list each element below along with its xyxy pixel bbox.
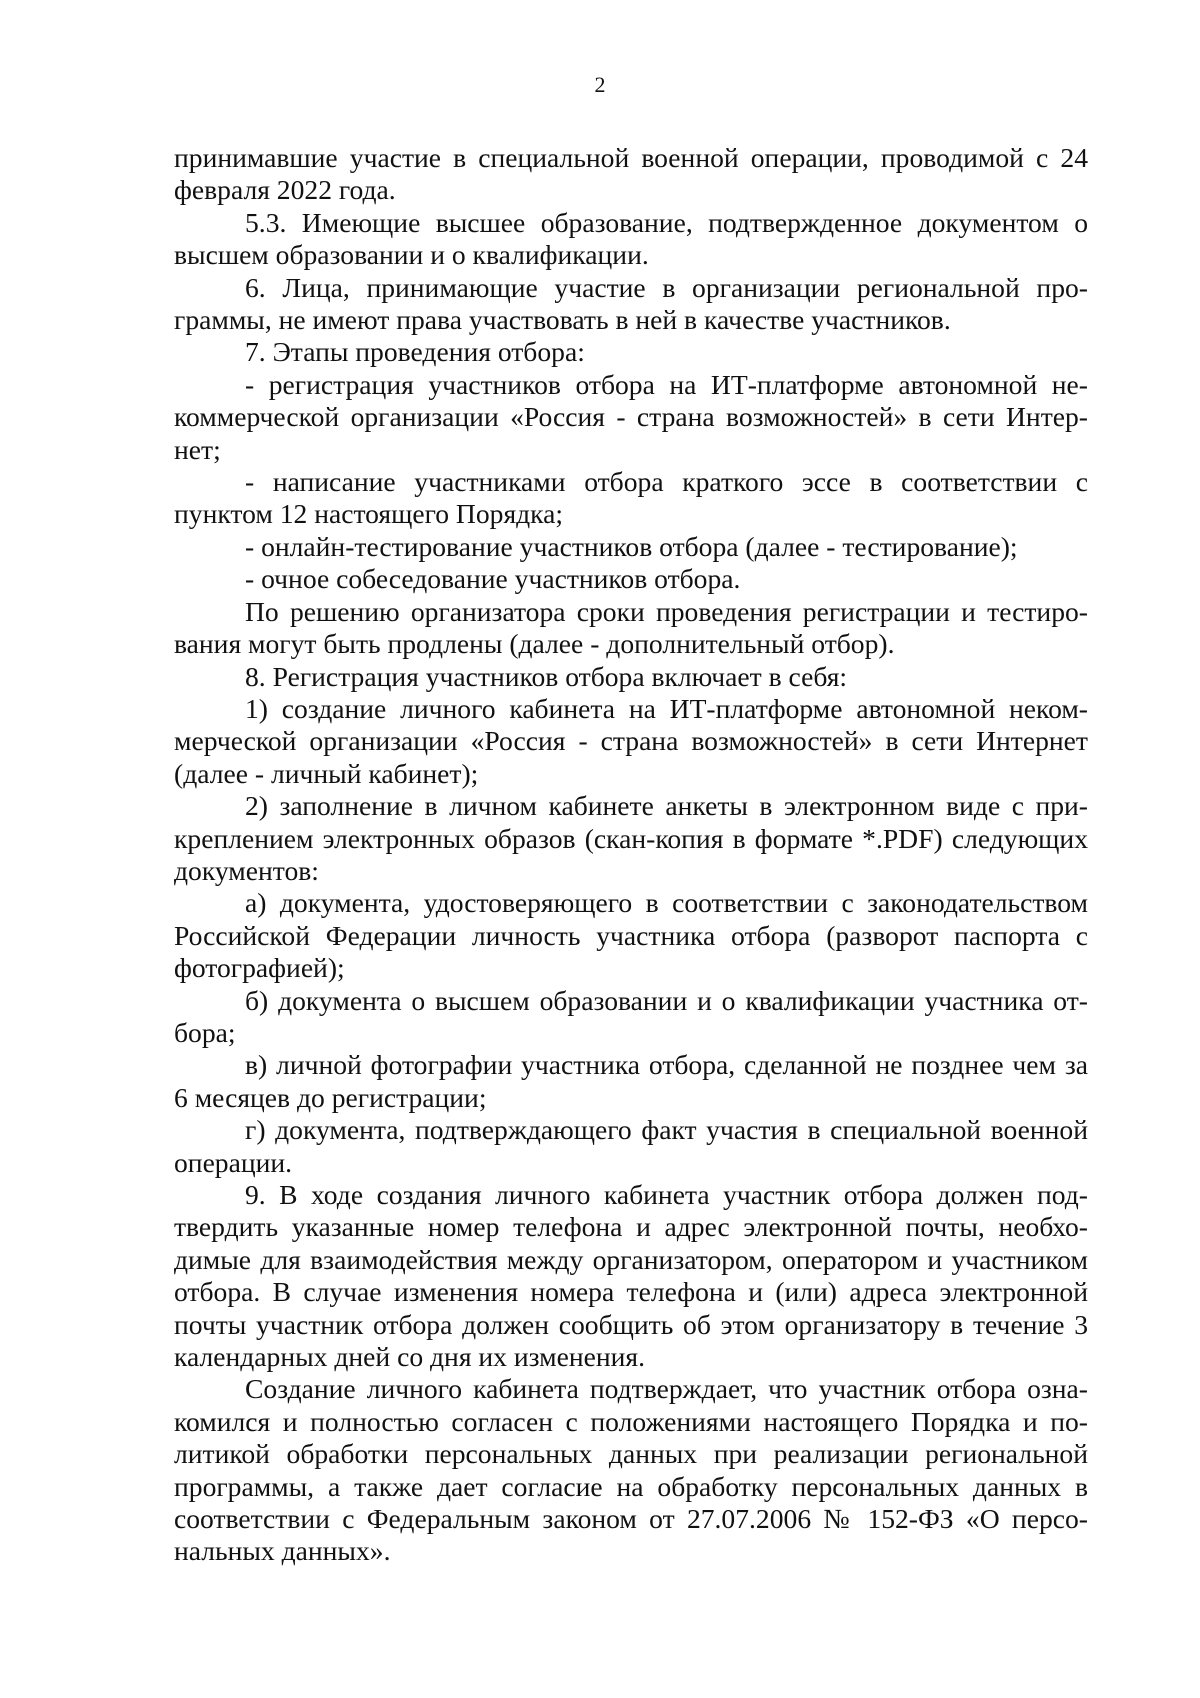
paragraph-4: 7. Этапы проведения отбора: bbox=[245, 336, 585, 368]
paragraph-2: 5.3. Имеющие высшее образование, подтвержденное документом о высшем образовании и о квалификации. bbox=[174, 206, 1088, 271]
paragraph-13: а) документа, удостоверяющего в соответствии с законодательством Российской Федерации личность участника отбора (разворот паспорта с фотографией); bbox=[174, 887, 1088, 984]
paragraph-6: - написание участниками отбора краткого эссе в соответствии с пунктом 12 настоящего Порядка; bbox=[174, 466, 1088, 530]
paragraph-1: принимавшие участие в специальной военной операции, проводимой с 24 февраля 2022 года. bbox=[174, 142, 1088, 206]
paragraph-15: в) личной фотографии участника отбора, сделанной не позднее чем за 6 месяцев до регистрации; bbox=[174, 1049, 1088, 1113]
paragraph-18: Создание личного кабинета подтверждает, что участник отбора ознакомился и полностью согласен с положениями настоящего Порядка и политикой обработки персональных данных при реализации региональной программы, а также дает согласие на обработку персональных данных в соответствии с Федеральным законом от 27.07.2006 № 152-ФЗ «О персональных данных». bbox=[174, 1373, 1088, 1567]
paragraph-5: - регистрация участников отбора на ИТ-платформе автономной некоммерческой организации «Россия - страна возможностей» в сети Интернет; bbox=[174, 368, 1088, 465]
paragraph-8: - очное собеседование участников отбора. bbox=[245, 563, 741, 595]
paragraph-7: - онлайн-тестирование участников отбора (далее - тестирование); bbox=[245, 530, 1018, 562]
page-number: 2 bbox=[594, 72, 606, 97]
paragraph-9: По решению организатора сроки проведения регистрации и тестирования могут быть продлены (далее - дополнительный отбор). bbox=[174, 595, 1088, 660]
paragraph-14: б) документа о высшем образовании и о квалификации участника отбора; bbox=[174, 984, 1088, 1048]
paragraph-3: 6. Лица, принимающие участие в организации региональной программы, не имеют права участвовать в ней в качестве участников. bbox=[174, 271, 1088, 336]
paragraph-12: 2) заполнение в личном кабинете анкеты в электронном виде с прикреплением электронных образов (скан-копия в формате *.PDF) следующих документов: bbox=[174, 790, 1088, 886]
paragraph-16: г) документа, подтверждающего факт участия в специальной военной операции. bbox=[174, 1114, 1088, 1178]
paragraph-10: 8. Регистрация участников отбора включает в себя: bbox=[245, 660, 848, 692]
paragraph-11: 1) создание личного кабинета на ИТ-платформе автономной некоммерческой организации «Россия - страна возможностей» в сети Интернет (далее - личный кабинет); bbox=[174, 692, 1088, 789]
document-body bbox=[174, 142, 1088, 1568]
paragraph-17: 9. В ходе создания личного кабинета участник отбора должен подтвердить указанные номер телефона и адрес электронной почты, необходимые для взаимодействия между организатором, оператором и участником отбора. В случае изменения номера телефона и (или) адреса электронной почты участник отбора должен сообщить об этом организатору в течение 3 календарных дней со дня их изменения. bbox=[174, 1179, 1088, 1373]
